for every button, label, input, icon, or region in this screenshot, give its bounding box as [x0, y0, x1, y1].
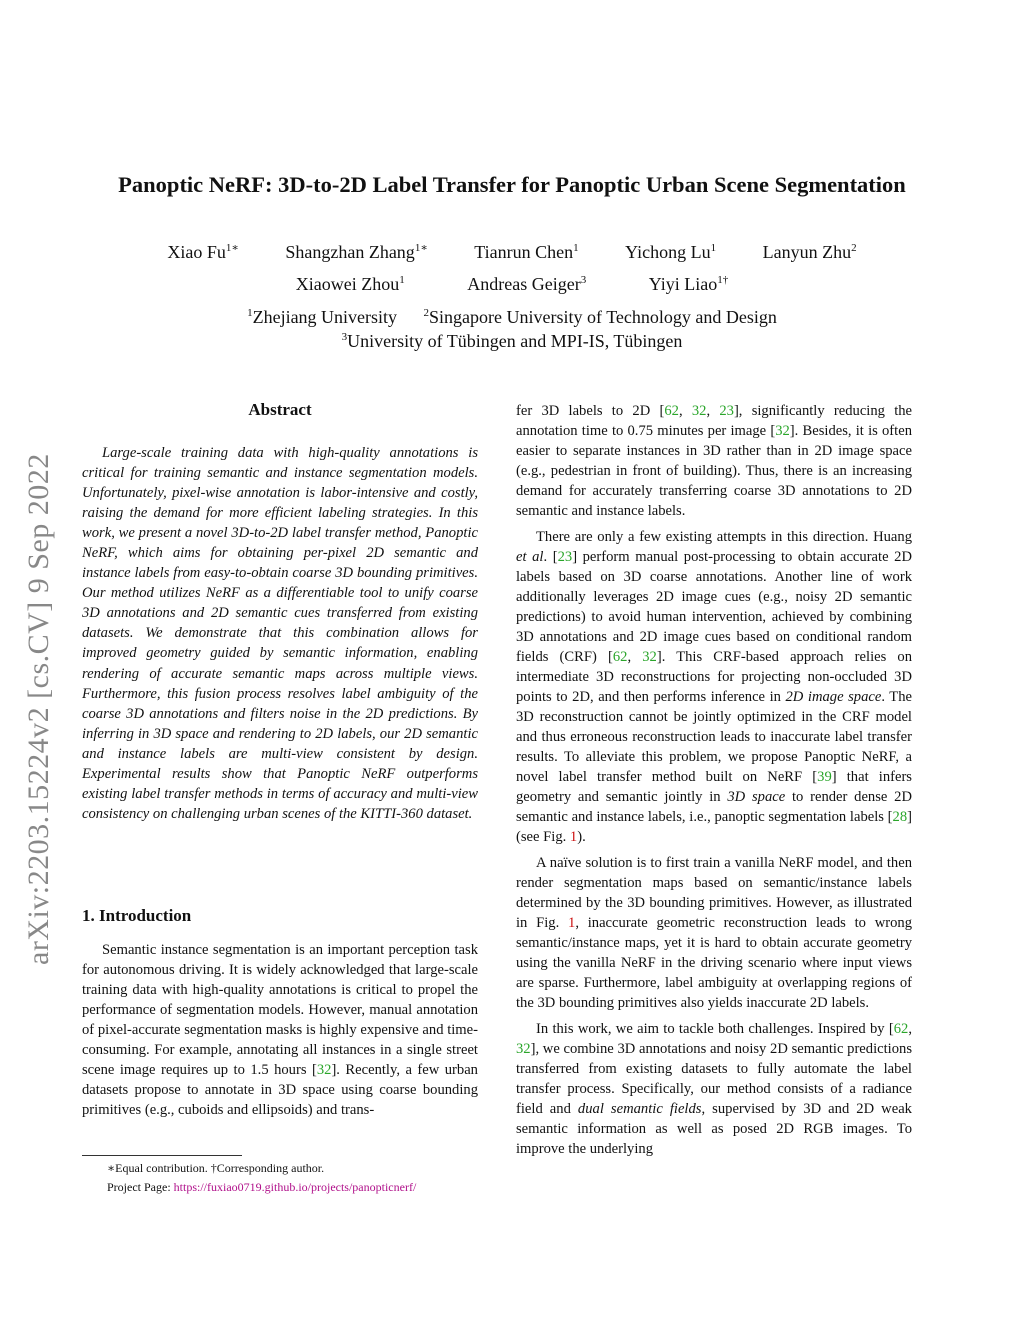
body-paragraph: In this work, we aim to tackle both challenges. Inspired by [62, 32], we combine 3D annotations and noisy 2D semantic predictions transferred from existing datasets to fully automate the label transfer process. Specifically, our method consists of a radiance field and dual semantic fields, supervised by 3D and 2D weak semantic information as well as posed 2D RGB images. To improve the underlying [516, 1021, 912, 1157]
footnote-project-page: Project Page: https://fuxiao0719.github.io/projects/panopticnerf/ [107, 1180, 417, 1194]
abstract-body [82, 443, 478, 830]
footnote-contribution: ∗Equal contribution. †Corresponding author. [107, 1161, 325, 1175]
authors-row-2 [0, 274, 1024, 295]
body-paragraph: fer 3D labels to 2D [62, 32, 23], significantly reducing the annotation time to 0.75 minutes per image [32]. Besides, it is often easier to separate instances in 3D rather than in 2D image space (e.g., pedestrian in front of building). Thus, there is an increasing demand for accurately transferring coarse 3D annotations to 2D semantic and instance labels. [516, 403, 913, 519]
author: Xiao $Fu^{1∗}$ [167, 242, 239, 262]
citation-link[interactable]: 32 [516, 1041, 531, 1057]
introduction-heading: 1. Introduction [82, 906, 192, 925]
citation-link[interactable]: 39 [817, 769, 832, 785]
body-paragraph: A naïve solution is to first train a vanilla NeRF model, and then render segmentation maps based on semantic/instance labels determined by the 3D bounding primitives. However, as illustrated in Fig. 1, inaccurate geometric reconstruction leads to wrong semantic/instance maps, yet it is hard to obtain accurate geometry using the vanilla NeRF in the driving scenario where input views are sparse. Furthermore, label ambiguity at overlapping regions of the 3D bounding primitives also yields inaccurate 2D labels. [516, 855, 912, 1011]
affiliations-row-1 [0, 307, 1024, 328]
author: Tianrun Chen$^1$ [474, 242, 579, 262]
authors-row-1 [0, 241, 1024, 263]
author: Yichong Lu$^1$ [625, 242, 717, 262]
abstract-heading: Abstract [248, 400, 312, 419]
author: Yiyi Liao$^{1\dagger}$ [648, 274, 729, 294]
intro-paragraph: Semantic instance segmentation is an important perception task for autonomous driving. It is widely acknowledged that large-scale training data with high-quality annotations is critical to propel the performance of segmentation models. However, manual annotation of pixel-accurate segmentation masks is highly expensive and time-consuming. For example, annotating all instances in a single street scene image requires up to 1.5 hours [32]. Recently, a few urban datasets propose to annotate in 3D space using coarse bounding primitives (e.g., cuboids and ellipsoids) and trans- [82, 942, 478, 1118]
paper-title: Panoptic NeRF: 3D-to-2D Label Transfer for Panoptic Urban Scene Segmentation [118, 172, 906, 197]
arxiv-side-label: arXiv:2203.15224v2 [cs.CV] 9 Sep 2022 [22, 453, 55, 965]
citation-link[interactable]: 62 [664, 403, 679, 419]
citation-link[interactable]: 28 [892, 809, 908, 825]
author: Andreas Geiger$^3$ [467, 274, 587, 294]
right-column [516, 401, 912, 1165]
introduction-left-column [82, 940, 478, 1126]
citation-link[interactable]: 62 [612, 649, 628, 665]
author: Xiaowei Zhou$^1$ [295, 274, 405, 294]
affiliation: $^1$Zhejiang University [247, 307, 398, 327]
citation-link[interactable]: 23 [557, 549, 573, 565]
footnote-rule [82, 1155, 242, 1156]
body-paragraph: There are only a few existing attempts in this direction. Huang et al. [23] perform manual post-processing to obtain accurate 2D labels based on 3D coarse annotations. Another line of work additionally leverages 2D image cues (e.g., noisy 2D semantic predictions) to avoid human intervention, achieved by combining 3D annotations and 2D image cues based on conditional random fields (CRF) [62, 32]. This CRF-based approach relies on intermediate 3D reconstructions for projecting non-occluded 3D points to 2D, and then performs inference in 2D image space. The 3D reconstruction cannot be jointly optimized in the CRF model and thus erroneous reconstruction leads to inaccurate label transfer results. To alleviate this problem, we propose Panoptic NeRF, a novel label transfer method built on NeRF [39] that infers geometry and semantic jointly in 3D space to render dense 2D semantic and instance labels, i.e., panoptic segmentation labels [28] (see Fig. 1). [516, 529, 913, 845]
citation-link[interactable]: 23 [719, 403, 734, 419]
author: Shangzhan Zhang$^{1∗}$ [285, 242, 428, 262]
figure-link[interactable]: 1 [568, 915, 576, 931]
project-page-link[interactable]: https://fuxiao0719.github.io/projects/panopticnerf/ [173, 1180, 417, 1194]
affiliation: $^2$Singapore University of Technology and Design [423, 307, 777, 327]
citation-link[interactable]: 32 [691, 403, 707, 419]
figure-link[interactable]: 1 [569, 829, 578, 845]
abstract-paragraph: Large-scale training data with high-quality annotations is critical for training semantic and instance segmentation models. Unfortunately, pixel-wise annotation is labor-intensive and costly, raising the demand for more efficient labeling strategies. In this work, we present a novel 3D-to-2D label transfer method, Panoptic NeRF, which aims for obtaining per-pixel 2D semantic and instance labels from easy-to-obtain coarse 3D bounding primitives. Our method utilizes NeRF as a differentiable tool to unify coarse 3D annotations and 2D semantic cues transferred from existing datasets. We demonstrate that this combination allows for improved geometry guided by semantic information, enabling rendering of accurate semantic maps across multiple views. Furthermore, this fusion process resolves label ambiguity of the coarse 3D annotations and filters noise in the 2D predictions. By inferring in 3D space and rendering to 2D labels, our 2D semantic and instance labels are multi-view consistent by design. Experimental results show that Panoptic NeRF outperforms existing label transfer methods in terms of accuracy and multi-view consistency on challenging urban scenes of the KITTI-360 dataset. [82, 445, 478, 822]
citation-link[interactable]: 32 [775, 423, 790, 439]
author: Lanyun Zhu$^2$ [762, 242, 857, 262]
citation-link[interactable]: 32 [316, 1062, 332, 1078]
citation-link[interactable]: 32 [642, 649, 657, 665]
affiliations-row-2 [0, 331, 1024, 352]
affiliation: $^3$University of Tübingen and MPI-IS, Tübingen [341, 331, 683, 351]
citation-link[interactable]: 62 [893, 1021, 909, 1037]
